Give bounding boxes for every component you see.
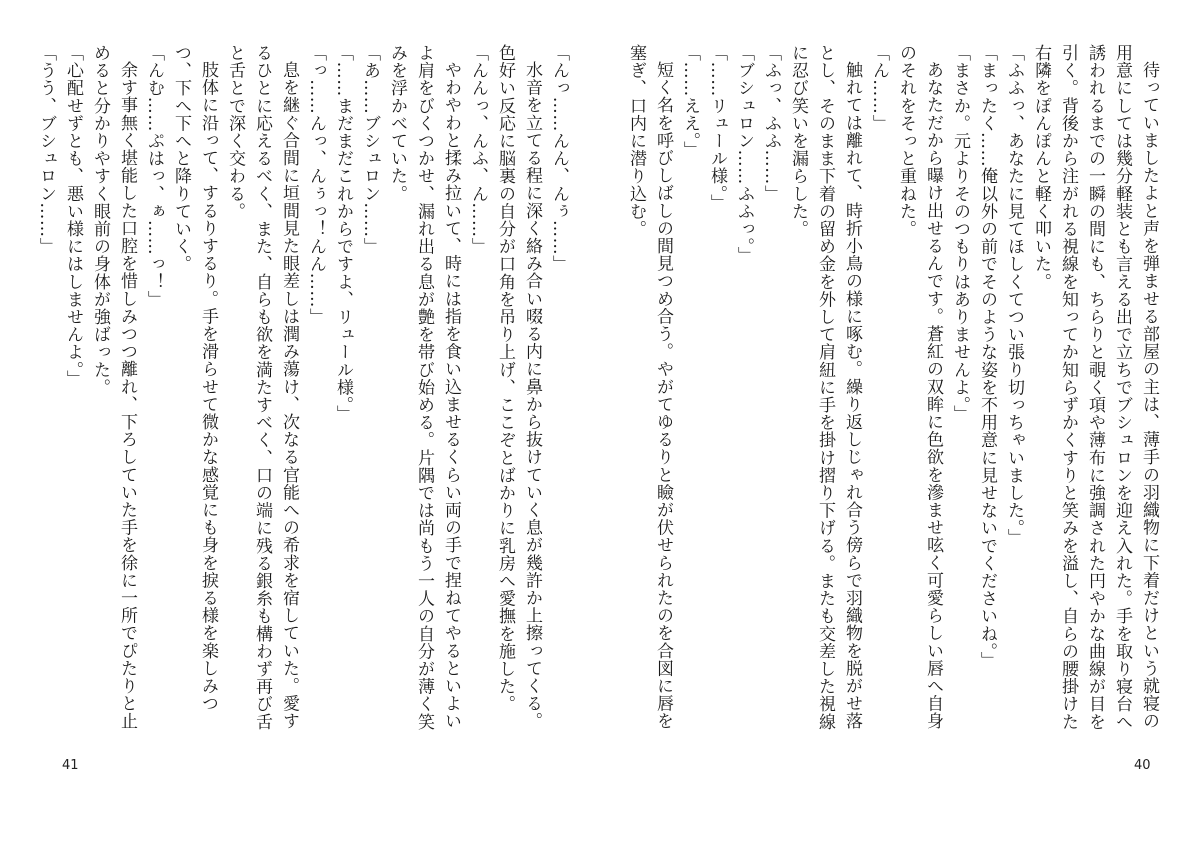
paragraph: 水音を立てる程に深く絡み合い啜る内に鼻から抜けていく息が幾許か上擦ってくる。色好い反応に脳裏の自分が口角を吊り上げ、ここぞとばかりに乳房へ愛撫を施した。 (495, 44, 542, 730)
paragraph: 「……ええ。」 (680, 44, 700, 159)
paragraph: 「んむ……ぷはっ、ぁ……っ！」 (144, 44, 164, 308)
paragraph: 「んっ……んん、んぅ……」 (549, 44, 569, 273)
paragraph: 短く名を呼びしばしの間見つめ合う。やがてゆるりと瞼が伏せられたのを合図に唇を塞ぎ、口内に潜り込む。 (626, 44, 673, 730)
paragraph: 余す事無く堪能した口腔を惜しみつつ離れ、下ろしていた手を徐に一所でぴたりと止めると分かりやすく眼前の身体が強ばった。 (90, 44, 137, 730)
paragraph: 「うう、ブシュロン……」 (36, 44, 56, 256)
right-page-text (626, 44, 1162, 734)
paragraph: 「……まだまだこれからですよ、リュール様。」 (333, 44, 353, 423)
paragraph: 息を継ぐ合間に垣間見た眼差しは潤み蕩け、次なる官能への希求を宿していた。愛するひとに応えるべく、また、自らも欲を満たすべく、口の端に残る銀糸も構わず再び舌と舌とで深く交わる。 (225, 44, 299, 731)
paragraph: 「心配せずとも、悪い様にはしませんよ。」 (63, 44, 83, 388)
page-number: 40 (1134, 758, 1151, 773)
paragraph: 「まさか。元よりそのつもりはありませんよ。」 (950, 44, 970, 423)
paragraph: 「ん……」 (869, 44, 889, 132)
paragraph: 「ふっ、ふふ……」 (761, 44, 781, 203)
paragraph: 待っていましたよと声を弾ませる部屋の主は、薄手の羽織物に下着だけという就寝の用意にしては幾分軽装とも言える出で立ちでブシュロンを迎え入れた。手を取り寝台へ誘われるまでの一瞬の間にも、ちらりと覗く項や薄布に強調された円やかな曲線が目を引く。背後から注がれる視線を知ってか知らずかくすりと笑みを溢し、自らの腰掛けた右隣をぽんぽんと軽く叩いた。 (1031, 44, 1159, 731)
paragraph: やわやわと揉み拉いて、時には指を食い込ませるくらい両の手で捏ねてやるといよいよ肩をびくつかせ、漏れ出る息が艶を帯び始める。片隅では尚もう一人の自分が薄く笑みを浮かべていた。 (387, 44, 461, 731)
left-page-text (36, 44, 572, 734)
paragraph: 「っ……んっ、んぅっ！んん……」 (306, 44, 326, 326)
page-number: 41 (62, 758, 79, 773)
paragraph: 「んんっ、んふ、ん……」 (468, 44, 488, 256)
right-page (600, 0, 1200, 852)
paragraph: 「ふふっ、あなたに見てほしくてつい張り切っちゃいました。」 (1004, 44, 1024, 546)
paragraph: 「まったく……俺以外の前でそのような姿を不用意に見せないでくださいね。」 (977, 44, 997, 670)
paragraph: あなただから曝け出せるんです。蒼紅の双眸に色欲を滲ませ呟く可愛らしい唇へ自身のそれをそっと重ねた。 (896, 44, 943, 730)
paragraph: 「ブシュロン……ふふっ。」 (734, 44, 754, 265)
paragraph: 「……リュール様。」 (707, 44, 727, 212)
paragraph: 肢体に沿って、するりするり。手を滑らせて微かな感覚にも身を捩る様を楽しみつつ、下へ下へと降りていく。 (171, 44, 218, 713)
paragraph: 触れては離れて、時折小鳥の様に啄む。繰り返しじゃれ合う傍らで羽織物を脱がせ落とし、そのまま下着の留め金を外して肩紐に手を掛け摺り下げる。またも交差した視線に忍び笑いを漏らした。 (788, 44, 862, 731)
paragraph: 「あ……ブシュロン……」 (360, 44, 380, 256)
